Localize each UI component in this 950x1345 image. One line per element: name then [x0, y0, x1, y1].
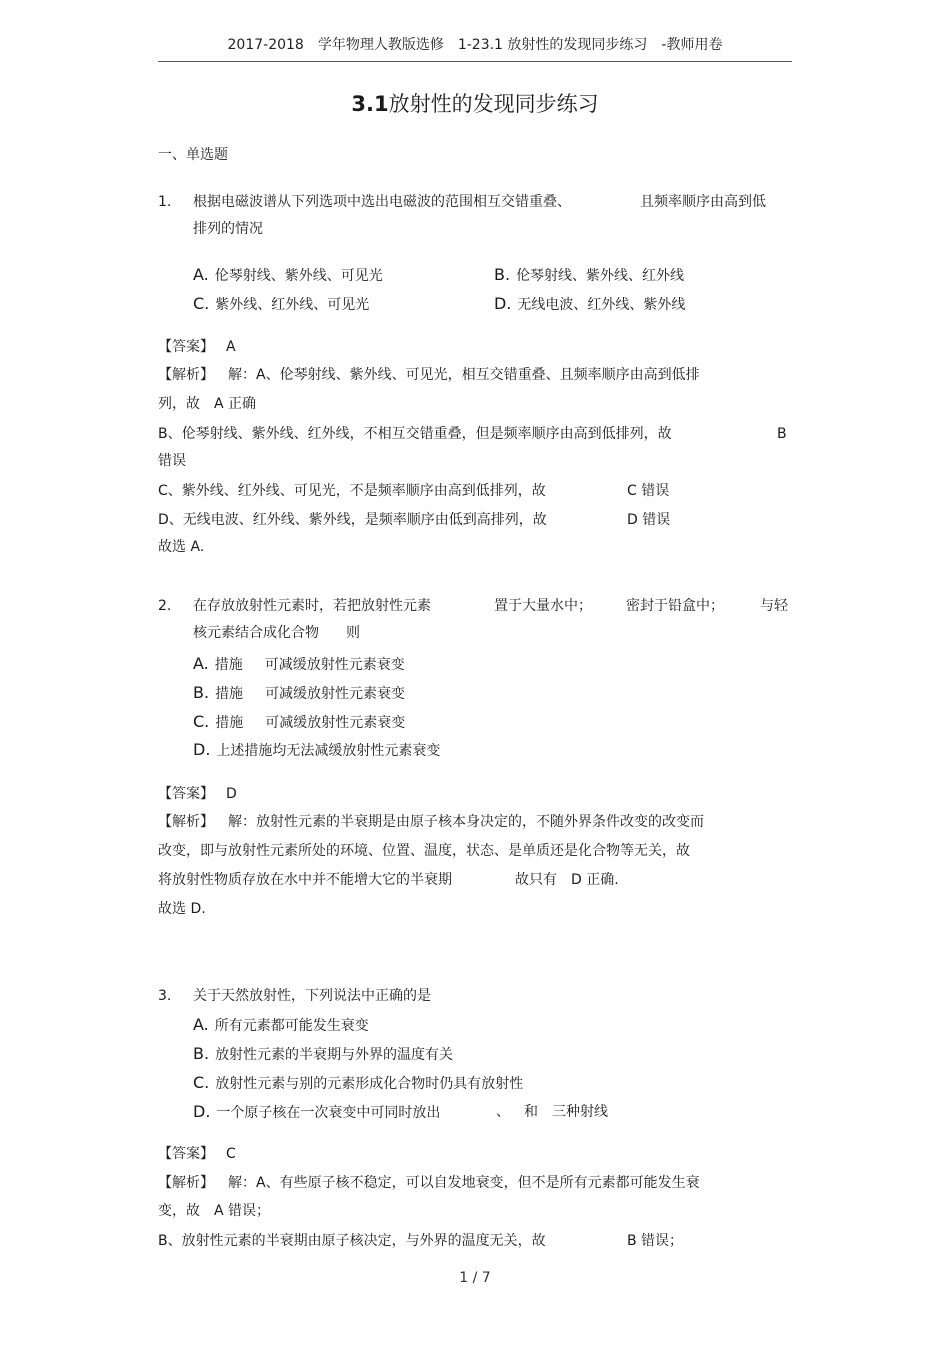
- q3-option-d-sep: 、: [496, 1104, 510, 1120]
- q2-stem-a: 在存放放射性元素时，若把放射性元素: [193, 598, 431, 614]
- page-number: 1 / 7: [459, 1270, 491, 1286]
- q1-stem-b: 且频率顺序由高到低: [640, 194, 766, 210]
- q2-answer: 【答案】 D: [158, 786, 237, 802]
- q2-option-c: C. 措施 可减缓放射性元素衰变: [193, 712, 406, 731]
- page-header: 2017-2018 学年物理人教版选修 1-23.1 放射性的发现同步练习 -教师用卷: [227, 37, 723, 53]
- q1-analysis-line: C 错误: [627, 483, 670, 499]
- q1-option-d: D. 无线电波、红外线、紫外线: [494, 294, 686, 313]
- q1-option-c: C. 紫外线、红外线、可见光: [193, 294, 370, 313]
- q1-analysis-line: D、无线电波、红外线、紫外线，是频率顺序由低到高排列，故: [158, 512, 547, 528]
- q1-analysis-line: 解：A、伦琴射线、紫外线、可见光，相互交错重叠、且频率顺序由高到低排: [228, 367, 700, 383]
- q1-option-a: A. 伦琴射线、紫外线、可见光: [193, 265, 383, 284]
- q3-analysis-line: B、放射性元素的半衰期由原子核决定，与外界的温度无关，故: [158, 1233, 546, 1249]
- q2-number: 2.: [158, 598, 172, 614]
- q2-analysis-label: 【解析】: [158, 814, 214, 830]
- q2-analysis-line: 改变，即与放射性元素所处的环境、位置、温度，状态、是单质还是化合物等无关，故: [158, 843, 690, 859]
- q3-analysis-label: 【解析】: [158, 1175, 214, 1191]
- q3-option-a: A. 所有元素都可能发生衰变: [193, 1015, 369, 1034]
- q2-stem-e: 核元素结合成化合物: [193, 625, 319, 641]
- title-text: 放射性的发现同步练习: [388, 92, 599, 116]
- q3-option-d-tail: 三种射线: [552, 1104, 608, 1120]
- title-number: 3.1: [351, 92, 389, 116]
- q2-stem-c: 密封于铅盒中；: [626, 598, 724, 614]
- q1-number: 1.: [158, 194, 172, 210]
- q3-option-d: D. 一个原子核在一次衰变中可同时放出: [193, 1102, 441, 1121]
- q1-option-b: B. 伦琴射线、紫外线、红外线: [494, 265, 685, 284]
- q1-stem-c: 排列的情况: [193, 221, 263, 237]
- q1-stem-a: 根据电磁波谱从下列选项中选出电磁波的范围相互交错重叠、: [193, 194, 571, 210]
- q2-stem-b: 置于大量水中；: [494, 598, 592, 614]
- q2-option-d: D. 上述措施均无法减缓放射性元素衰变: [193, 740, 441, 759]
- q2-stem-d: 与轻: [760, 598, 788, 614]
- q1-analysis-line: B、伦琴射线、紫外线、红外线，不相互交错重叠，但是频率顺序由高到低排列，故: [158, 426, 672, 442]
- page-title: [0, 88, 950, 118]
- q3-analysis-line: B 错误；: [627, 1233, 684, 1249]
- q2-analysis-line: 解：放射性元素的半衰期是由原子核本身决定的，不随外界条件改变的改变而: [228, 814, 704, 830]
- q2-stem-f: 则: [346, 625, 360, 641]
- q2-analysis-line: 故选 D.: [158, 901, 206, 917]
- q1-analysis-line: C、紫外线、红外线、可见光，不是频率顺序由高到低排列，故: [158, 483, 546, 499]
- q1-answer: 【答案】 A: [158, 339, 236, 355]
- q3-analysis-line: 变，故 A 错误；: [158, 1203, 271, 1219]
- q3-analysis-line: 解：A、有些原子核不稳定，可以自发地衰变，但不是所有元素都可能发生衰: [228, 1175, 700, 1191]
- q3-option-d-and: 和: [524, 1104, 538, 1120]
- q2-option-a: A. 措施 可减缓放射性元素衰变: [193, 654, 405, 673]
- q1-analysis-line: 错误: [158, 453, 186, 469]
- section-heading: 一、单选题: [158, 147, 228, 163]
- q2-analysis-line: 将放射性物质存放在水中并不能增大它的半衰期: [158, 872, 452, 888]
- q1-analysis-line: D 错误: [627, 512, 671, 528]
- q2-option-b: B. 措施 可减缓放射性元素衰变: [193, 683, 406, 702]
- q1-analysis-line: B: [777, 426, 787, 442]
- q3-stem: 关于天然放射性，下列说法中正确的是: [193, 988, 431, 1004]
- q3-option-b: B. 放射性元素的半衰期与外界的温度有关: [193, 1044, 454, 1063]
- q1-analysis-line: 列，故 A 正确: [158, 396, 257, 412]
- q3-number: 3.: [158, 988, 172, 1004]
- q1-analysis-label: 【解析】: [158, 367, 214, 383]
- q3-answer: 【答案】 C: [158, 1146, 236, 1162]
- header-rule: [158, 61, 792, 62]
- q1-analysis-line: 故选 A.: [158, 539, 205, 555]
- q3-option-c: C. 放射性元素与别的元素形成化合物时仍具有放射性: [193, 1073, 524, 1092]
- q2-analysis-line: 故只有 D 正确.: [515, 872, 619, 888]
